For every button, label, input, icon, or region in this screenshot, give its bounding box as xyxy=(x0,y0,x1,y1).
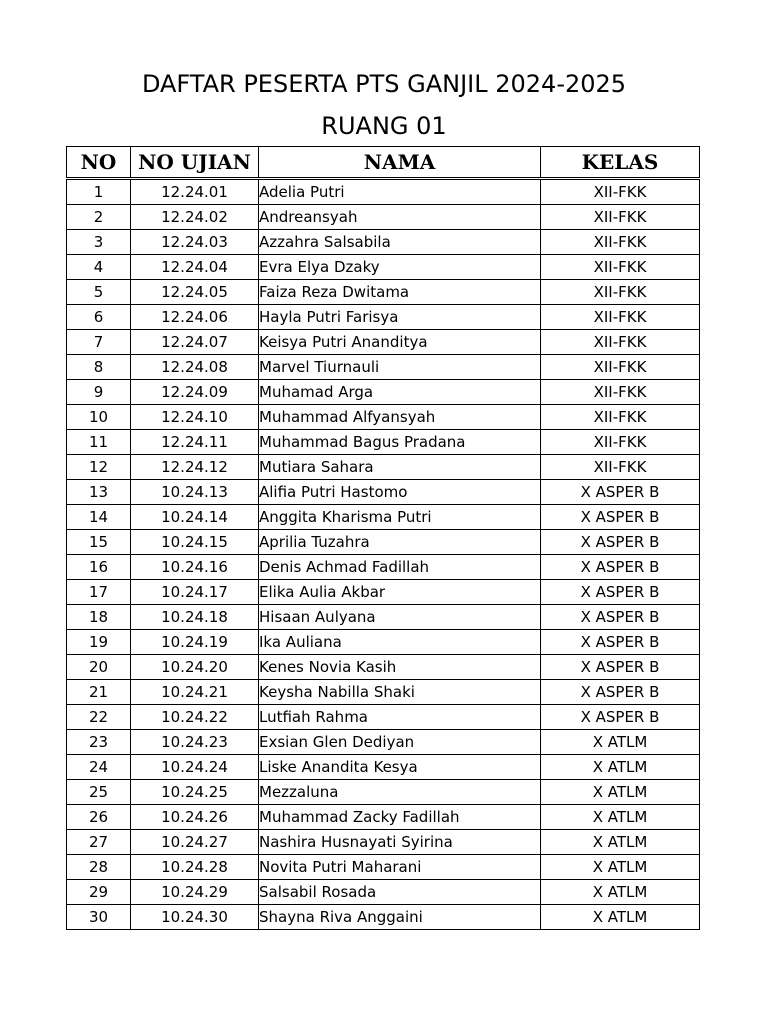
cell-no-ujian: 12.24.07 xyxy=(131,330,259,355)
cell-nama: Exsian Glen Dediyan xyxy=(259,730,541,755)
table-header-row xyxy=(67,147,700,179)
table-row xyxy=(67,805,700,830)
cell-kelas: X ATLM xyxy=(541,905,700,930)
cell-nama: Novita Putri Maharani xyxy=(259,855,541,880)
table-row xyxy=(67,705,700,730)
cell-no-ujian: 10.24.26 xyxy=(131,805,259,830)
cell-no: 17 xyxy=(67,580,131,605)
cell-nama: Salsabil Rosada xyxy=(259,880,541,905)
header-nama: NAMA xyxy=(259,147,541,179)
cell-no: 29 xyxy=(67,880,131,905)
cell-no-ujian: 12.24.06 xyxy=(131,305,259,330)
cell-no-ujian: 10.24.22 xyxy=(131,705,259,730)
cell-nama: Elika Aulia Akbar xyxy=(259,580,541,605)
cell-no: 2 xyxy=(67,205,131,230)
cell-no-ujian: 12.24.12 xyxy=(131,455,259,480)
cell-no: 10 xyxy=(67,405,131,430)
table-row xyxy=(67,355,700,380)
table-row xyxy=(67,905,700,930)
cell-no-ujian: 10.24.16 xyxy=(131,555,259,580)
cell-no: 16 xyxy=(67,555,131,580)
cell-no: 7 xyxy=(67,330,131,355)
cell-kelas: XII-FKK xyxy=(541,380,700,405)
cell-no: 27 xyxy=(67,830,131,855)
table-row xyxy=(67,555,700,580)
cell-no-ujian: 10.24.24 xyxy=(131,755,259,780)
table-row xyxy=(67,330,700,355)
cell-nama: Liske Anandita Kesya xyxy=(259,755,541,780)
cell-kelas: X ASPER B xyxy=(541,580,700,605)
cell-no-ujian: 10.24.14 xyxy=(131,505,259,530)
cell-no: 5 xyxy=(67,280,131,305)
cell-no-ujian: 10.24.30 xyxy=(131,905,259,930)
header-no: NO xyxy=(67,147,131,179)
cell-kelas: XII-FKK xyxy=(541,330,700,355)
table-row xyxy=(67,830,700,855)
cell-kelas: X ATLM xyxy=(541,755,700,780)
cell-no-ujian: 10.24.18 xyxy=(131,605,259,630)
table-row xyxy=(67,455,700,480)
cell-kelas: X ATLM xyxy=(541,880,700,905)
table-row xyxy=(67,205,700,230)
cell-no-ujian: 10.24.21 xyxy=(131,680,259,705)
cell-nama: Ika Auliana xyxy=(259,630,541,655)
participant-table xyxy=(66,146,700,930)
cell-no: 8 xyxy=(67,355,131,380)
cell-no: 12 xyxy=(67,455,131,480)
cell-nama: Anggita Kharisma Putri xyxy=(259,505,541,530)
cell-no-ujian: 12.24.11 xyxy=(131,430,259,455)
cell-no: 19 xyxy=(67,630,131,655)
cell-no-ujian: 10.24.28 xyxy=(131,855,259,880)
table-row xyxy=(67,605,700,630)
cell-nama: Andreansyah xyxy=(259,205,541,230)
cell-no-ujian: 10.24.23 xyxy=(131,730,259,755)
cell-nama: Muhammad Bagus Pradana xyxy=(259,430,541,455)
cell-no-ujian: 10.24.13 xyxy=(131,480,259,505)
cell-kelas: X ASPER B xyxy=(541,705,700,730)
cell-kelas: X ATLM xyxy=(541,830,700,855)
cell-no: 20 xyxy=(67,655,131,680)
cell-no-ujian: 12.24.02 xyxy=(131,205,259,230)
cell-kelas: X ASPER B xyxy=(541,530,700,555)
table-row xyxy=(67,380,700,405)
cell-kelas: XII-FKK xyxy=(541,455,700,480)
room-subtitle: RUANG 01 xyxy=(321,112,447,140)
table-row xyxy=(67,280,700,305)
cell-no: 23 xyxy=(67,730,131,755)
cell-no-ujian: 10.24.17 xyxy=(131,580,259,605)
table-row xyxy=(67,730,700,755)
cell-no-ujian: 12.24.05 xyxy=(131,280,259,305)
cell-kelas: XII-FKK xyxy=(541,280,700,305)
cell-nama: Kenes Novia Kasih xyxy=(259,655,541,680)
cell-nama: Denis Achmad Fadillah xyxy=(259,555,541,580)
cell-nama: Hisaan Aulyana xyxy=(259,605,541,630)
cell-no-ujian: 12.24.08 xyxy=(131,355,259,380)
cell-nama: Keysha Nabilla Shaki xyxy=(259,680,541,705)
cell-no: 3 xyxy=(67,230,131,255)
cell-no-ujian: 12.24.09 xyxy=(131,380,259,405)
cell-nama: Muhammad Alfyansyah xyxy=(259,405,541,430)
cell-no-ujian: 10.24.19 xyxy=(131,630,259,655)
cell-nama: Aprilia Tuzahra xyxy=(259,530,541,555)
cell-kelas: X ASPER B xyxy=(541,605,700,630)
cell-nama: Mezzaluna xyxy=(259,780,541,805)
cell-kelas: X ASPER B xyxy=(541,480,700,505)
cell-nama: Evra Elya Dzaky xyxy=(259,255,541,280)
cell-kelas: X ATLM xyxy=(541,855,700,880)
cell-kelas: X ASPER B xyxy=(541,555,700,580)
table-row xyxy=(67,630,700,655)
cell-no: 13 xyxy=(67,480,131,505)
cell-kelas: XII-FKK xyxy=(541,179,700,205)
cell-no: 26 xyxy=(67,805,131,830)
cell-no: 21 xyxy=(67,680,131,705)
table-row xyxy=(67,179,700,205)
header-no-ujian: NO UJIAN xyxy=(131,147,259,179)
table-row xyxy=(67,405,700,430)
cell-nama: Muhammad Zacky Fadillah xyxy=(259,805,541,830)
cell-no-ujian: 10.24.25 xyxy=(131,780,259,805)
table-row xyxy=(67,880,700,905)
cell-no-ujian: 12.24.01 xyxy=(131,179,259,205)
cell-nama: Hayla Putri Farisya xyxy=(259,305,541,330)
cell-no: 25 xyxy=(67,780,131,805)
cell-no: 6 xyxy=(67,305,131,330)
cell-no-ujian: 10.24.20 xyxy=(131,655,259,680)
cell-no: 22 xyxy=(67,705,131,730)
table-row xyxy=(67,680,700,705)
cell-nama: Azzahra Salsabila xyxy=(259,230,541,255)
table-row xyxy=(67,305,700,330)
cell-no: 4 xyxy=(67,255,131,280)
cell-no-ujian: 12.24.04 xyxy=(131,255,259,280)
cell-no: 14 xyxy=(67,505,131,530)
cell-kelas: X ASPER B xyxy=(541,680,700,705)
cell-nama: Lutfiah Rahma xyxy=(259,705,541,730)
cell-no: 1 xyxy=(67,179,131,205)
cell-nama: Faiza Reza Dwitama xyxy=(259,280,541,305)
cell-no-ujian: 10.24.27 xyxy=(131,830,259,855)
cell-kelas: X ATLM xyxy=(541,730,700,755)
cell-kelas: X ATLM xyxy=(541,780,700,805)
cell-kelas: X ASPER B xyxy=(541,505,700,530)
table-row xyxy=(67,580,700,605)
header-kelas: KELAS xyxy=(541,147,700,179)
table-body xyxy=(67,179,700,930)
cell-kelas: XII-FKK xyxy=(541,255,700,280)
cell-no: 15 xyxy=(67,530,131,555)
cell-no: 28 xyxy=(67,855,131,880)
cell-kelas: XII-FKK xyxy=(541,230,700,255)
cell-nama: Marvel Tiurnauli xyxy=(259,355,541,380)
cell-nama: Alifia Putri Hastomo xyxy=(259,480,541,505)
cell-no-ujian: 12.24.03 xyxy=(131,230,259,255)
cell-no: 9 xyxy=(67,380,131,405)
cell-kelas: XII-FKK xyxy=(541,305,700,330)
cell-no: 30 xyxy=(67,905,131,930)
cell-kelas: XII-FKK xyxy=(541,355,700,380)
cell-nama: Mutiara Sahara xyxy=(259,455,541,480)
table-row xyxy=(67,230,700,255)
table-row xyxy=(67,655,700,680)
table-row xyxy=(67,755,700,780)
table-row xyxy=(67,430,700,455)
table-row xyxy=(67,780,700,805)
table-row xyxy=(67,530,700,555)
cell-nama: Keisya Putri Ananditya xyxy=(259,330,541,355)
cell-no-ujian: 10.24.15 xyxy=(131,530,259,555)
cell-nama: Shayna Riva Anggaini xyxy=(259,905,541,930)
cell-nama: Muhamad Arga xyxy=(259,380,541,405)
cell-no-ujian: 10.24.29 xyxy=(131,880,259,905)
cell-nama: Adelia Putri xyxy=(259,179,541,205)
cell-kelas: XII-FKK xyxy=(541,405,700,430)
cell-kelas: X ATLM xyxy=(541,805,700,830)
table-row xyxy=(67,255,700,280)
cell-no: 24 xyxy=(67,755,131,780)
table-row xyxy=(67,480,700,505)
cell-nama: Nashira Husnayati Syirina xyxy=(259,830,541,855)
cell-kelas: X ASPER B xyxy=(541,655,700,680)
cell-no: 18 xyxy=(67,605,131,630)
cell-kelas: X ASPER B xyxy=(541,630,700,655)
table-row xyxy=(67,855,700,880)
cell-no: 11 xyxy=(67,430,131,455)
cell-kelas: XII-FKK xyxy=(541,430,700,455)
cell-kelas: XII-FKK xyxy=(541,205,700,230)
document-title: DAFTAR PESERTA PTS GANJIL 2024-2025 xyxy=(141,70,627,98)
cell-no-ujian: 12.24.10 xyxy=(131,405,259,430)
table-row xyxy=(67,505,700,530)
